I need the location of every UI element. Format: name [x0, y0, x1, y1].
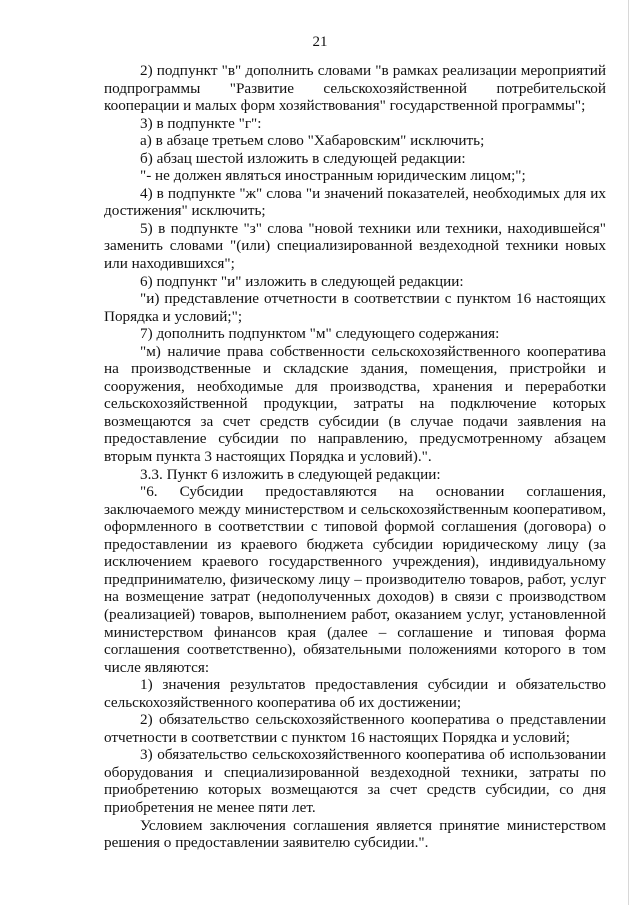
- paragraph: Условием заключения соглашения является принятие министерством решения о предоставлении заявителю субсидии.".: [104, 816, 606, 852]
- paragraph: 7) дополнить подпунктом "м" следующего содержания:: [140, 325, 500, 343]
- paragraph: 4) в подпункте "ж" слова "и значений показателей, необходимых для их достижения" исключить;: [104, 184, 606, 220]
- document-body: [104, 62, 606, 852]
- paragraph: "и) представление отчетности в соответствии с пунктом 16 настоящих Порядка и условий;";: [104, 290, 606, 325]
- paragraph: "м) наличие права собственности сельскохозяйственного кооператива на производственные и складские здания, помещения, пристройки и сооружения, необходимые для производства, хранения и переработки сельскохозяйственной продукции, затраты на подключение которых возмещаются за счет средств субсидии (в случае подачи заявления на предоставление субсидии по направлению, предусмотренному абзацем вторым пункта 3 настоящих Порядка и условий).".: [104, 342, 606, 466]
- paragraph: 2) обязательство сельскохозяйственного кооператива о представлении отчетности в соответствии с пунктом 16 настоящих Порядка и условий;: [104, 711, 606, 746]
- page-number: 21: [312, 34, 328, 50]
- paragraph: "6. Субсидии предоставляются на основании соглашения, заключаемого между министерством и сельскохозяйственным кооперативом, оформленного в соответствии с типовой формой соглашения (договора) о предоставлении из краевого бюджета субсидии юридическому лицу (за исключением краевого государственного учреждения), индивидуальному предпринимателю, физическому лицу – производителю товаров, работ, услуг на возмещение затрат (недополученных доходов) в связи с производством (реализацией) товаров, выполнением работ, оказанием услуг, установленной министерством финансов края (далее – соглашение и типовая форма соглашения соответственно), обязательными положениями которого в том числе являются:: [104, 483, 606, 676]
- paragraph: 6) подпункт "и" изложить в следующей редакции:: [140, 272, 464, 290]
- paragraph: 1) значения результатов предоставления субсидии и обязательство сельскохозяйственного кооператива об их достижении;: [104, 676, 606, 711]
- scan-edge-line: [628, 0, 629, 905]
- paragraph: 5) в подпункте "з" слова "новой техники или техники, находившейся" заменить словами "(или) специализированной вездеходной техники новых или находившихся";: [104, 219, 606, 273]
- paragraph: "- не должен являться иностранным юридическим лицом;";: [140, 167, 526, 185]
- paragraph: 2) подпункт "в" дополнить словами "в рамках реализации мероприятий подпрограммы "Развитие сельскохозяйственной потребительской кооперации и малых форм хозяйствования" государственной программы";: [104, 62, 606, 115]
- paragraph: а) в абзаце третьем слово "Хабаровским" исключить;: [140, 132, 485, 150]
- paragraph: 3) обязательство сельскохозяйственного кооператива об использовании оборудования и специализированной вездеходной техники, затраты по приобретению которых возмещаются за счет средств субсидии, со дня приобретения не менее пяти лет.: [104, 746, 606, 816]
- paragraph: б) абзац шестой изложить в следующей редакции:: [140, 149, 466, 167]
- paragraph: 3.3. Пункт 6 изложить в следующей редакции:: [140, 465, 441, 483]
- paragraph: 3) в подпункте "г":: [140, 114, 262, 132]
